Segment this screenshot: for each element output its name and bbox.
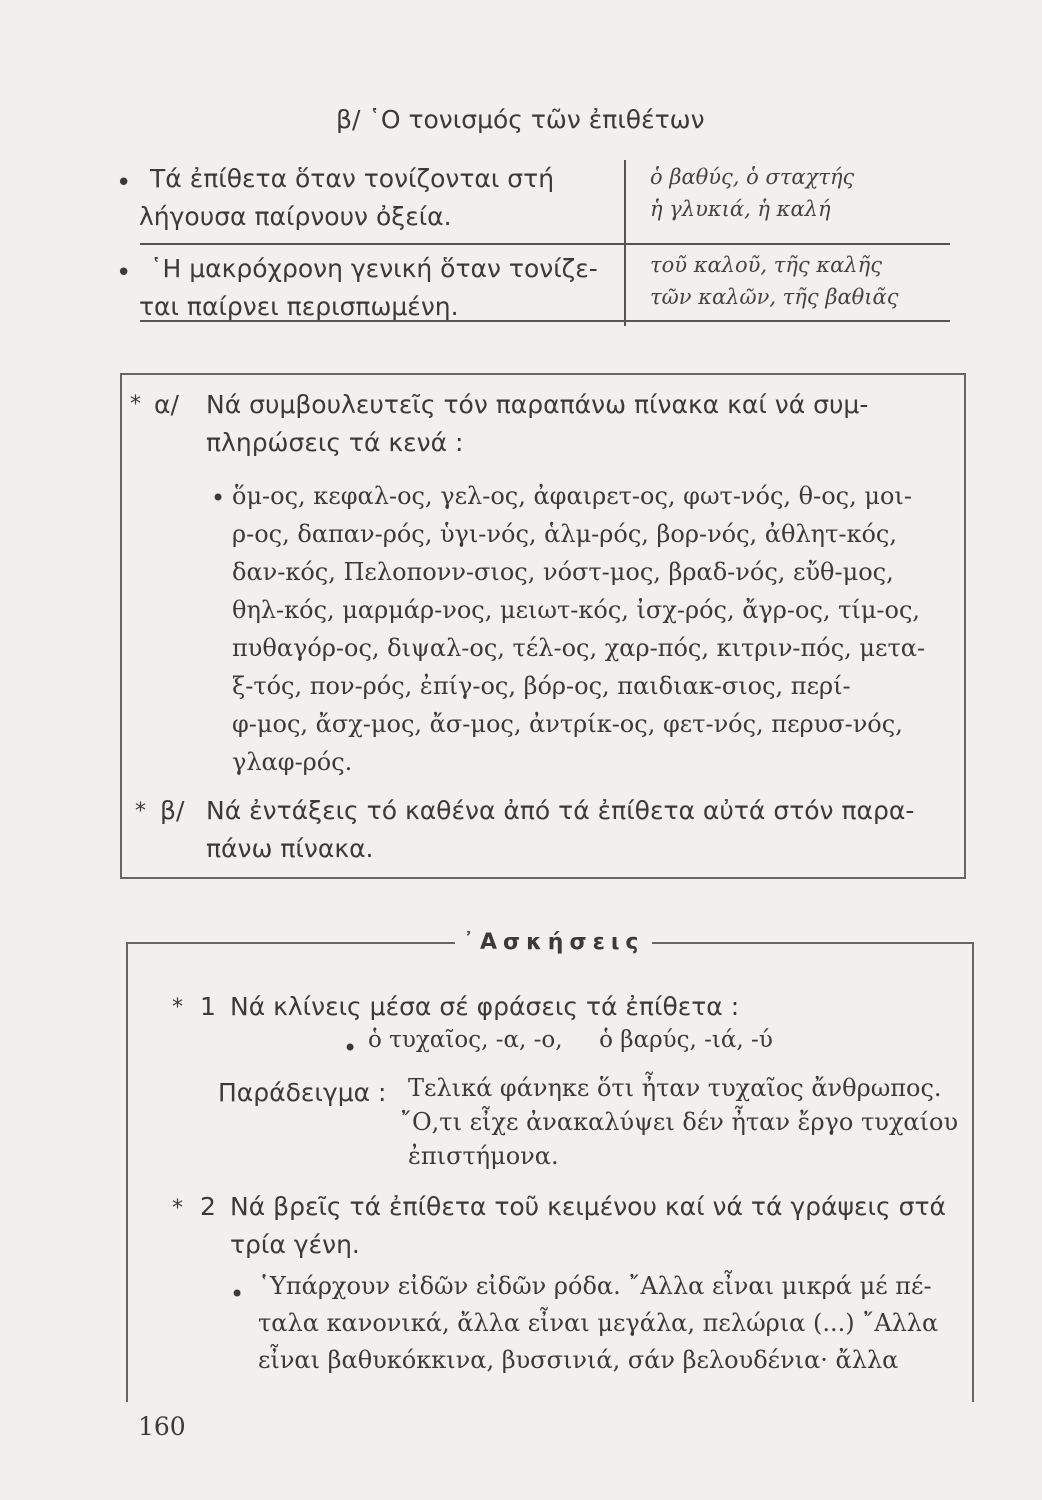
exercises-heading: ᾿Ασκήσεις: [455, 930, 652, 955]
quote-line-2: ταλα κανονικά, ἄλλα εἶναι μεγάλα, πελώρια (...) ῎Αλλα: [258, 1309, 939, 1337]
rule-1-example-2: ἡ γλυκιά, ἡ καλή: [650, 197, 831, 221]
bullet: •: [230, 1280, 245, 1308]
section-title: β/ ῾Ο τονισμός τῶν ἐπιθέτων: [336, 105, 705, 134]
quote-line-1: ῾Υπάρχουν εἰδῶν εἰδῶν ρόδα. ῎Αλλα εἶναι μικρά μέ πέ-: [258, 1272, 932, 1300]
bullet: •: [211, 484, 226, 512]
star-marker: *: [135, 799, 146, 824]
task-a-label: α/: [154, 390, 179, 419]
star-marker: *: [172, 1196, 183, 1221]
page-number: 160: [138, 1412, 186, 1441]
word-line-2: ρ-ος, δαπαν-ρός, ὑγι-νός, ἁλμ-ρός, βορ-νός, ἀθλητ-κός,: [232, 520, 897, 548]
rule-1-line-1: Τά ἐπίθετα ὅταν τονίζονται στή: [150, 164, 555, 193]
rule-2-example-1: τοῦ καλοῦ, τῆς καλῆς: [650, 253, 882, 277]
exercise-2-number: 2: [200, 1192, 216, 1221]
exercise-1-items: ὁ τυχαῖος, -α, -ο, ὁ βαρύς, -ιά, -ύ: [368, 1027, 773, 1053]
example-line-3: ἐπιστήμονα.: [408, 1142, 559, 1170]
rule-2-example-2: τῶν καλῶν, τῆς βαθιᾶς: [650, 285, 899, 309]
quote-line-3: εἶναι βαθυκόκκινα, βυσσινιά, σάν βελουδένια· ἄλλα: [258, 1346, 899, 1374]
star-marker: *: [130, 392, 141, 417]
task-b-line-2: πάνω πίνακα.: [206, 834, 374, 863]
word-line-5: πυθαγόρ-ος, διψαλ-ος, τέλ-ος, χαρ-πός, κιτριν-πός, μετα-: [232, 634, 926, 662]
example-label: Παράδειγμα :: [218, 1078, 387, 1107]
exercise-2-line-1: Νά βρεῖς τά ἐπίθετα τοῦ κειμένου καί νά τά γράψεις στά: [230, 1192, 946, 1221]
rule-2-line-1: ῾Η μακρόχρονη γενική ὅταν τονίζε-: [150, 254, 598, 283]
example-line-2: ῎Ο,τι εἶχε ἀνακαλύψει δέν ἦταν ἔργο τυχαίου: [400, 1108, 959, 1136]
word-line-4: θηλ-κός, μαρμάρ-νος, μειωτ-κός, ἰσχ-ρός, ἄγρ-ος, τίμ-ος,: [232, 596, 921, 624]
bullet: •: [116, 168, 132, 198]
word-line-7: φ-μος, ἄσχ-μος, ἄσ-μος, ἀντρίκ-ος, φετ-νός, περυσ-νός,: [232, 710, 903, 738]
star-marker: *: [172, 995, 183, 1020]
table-row-divider: [140, 243, 950, 245]
task-a-line-1: Νά συμβουλευτεῖς τόν παραπάνω πίνακα καί νά συμ-: [206, 390, 869, 419]
exercise-1-number: 1: [200, 992, 216, 1021]
rule-1-example-1: ὁ βαθύς, ὁ σταχτής: [650, 165, 855, 189]
exercise-2-line-2: τρία γένη.: [230, 1230, 360, 1259]
word-line-3: δαν-κός, Πελοπονν‑σιος, νόστ-μος, βραδ-νός, εὔθ-μος,: [232, 558, 894, 586]
task-a-line-2: πληρώσεις τά κενά :: [206, 428, 464, 457]
word-line-1: ὅμ-ος, κεφαλ-ος, γελ-ος, ἀφαιρετ-ος, φωτ-νός, θ-ος, μοι-: [232, 482, 912, 510]
bullet: •: [116, 258, 132, 288]
bullet: •: [343, 1034, 358, 1062]
task-b-label: β/: [160, 796, 185, 825]
task-b-line-1: Νά ἐντάξεις τό καθένα ἀπό τά ἐπίθετα αὐτά στόν παρα-: [206, 796, 915, 825]
word-line-8: γλαφ-ρός.: [232, 748, 353, 776]
exercise-1-text: Νά κλίνεις μέσα σέ φράσεις τά ἐπίθετα :: [230, 992, 740, 1021]
example-line-1: Τελικά φάνηκε ὅτι ἦταν τυχαῖος ἄνθρωπος.: [408, 1074, 942, 1102]
rule-2-line-2: ται παίρνει περισπωμένη.: [139, 292, 459, 321]
word-line-6: ξ-τός, πον-ρός, ἐπίγ-ος, βόρ-ος, παιδιακ-σιος, περί-: [232, 672, 851, 700]
rule-1-line-2: λήγουσα παίρνουν ὀξεία.: [139, 202, 452, 231]
